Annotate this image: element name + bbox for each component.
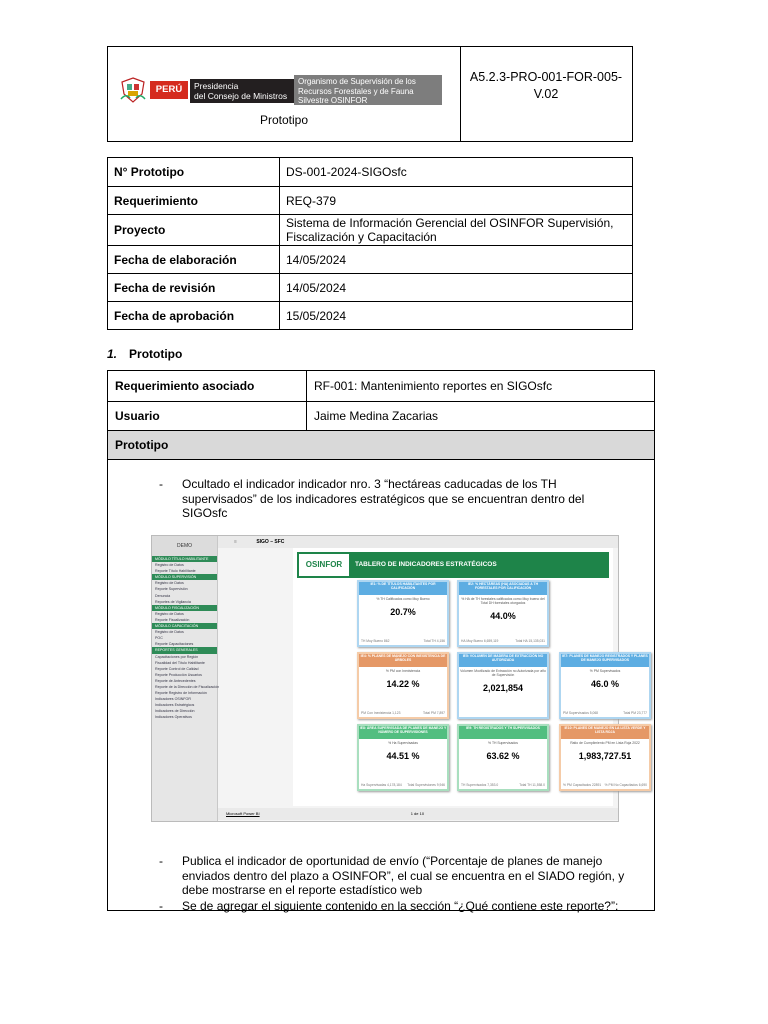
card-title: IE8: ÁREA SUPERVISADA DE PLANES DE MANEJO Y NÚMERO DE SUPERVISIONES (359, 726, 447, 739)
document-type-label: Prototipo (259, 113, 309, 127)
card-footer-right: Total Supervisiones 9,946 (407, 783, 445, 787)
card-subtitle: Ratio de Cumplimiento PM en Lista Roja 2022 (570, 741, 640, 745)
sidebar-menu-item[interactable]: POC (155, 636, 163, 641)
sidebar-menu-item[interactable]: Denuncia (155, 593, 171, 598)
info-value: 14/05/2024 (280, 274, 633, 302)
indicator-card[interactable] (357, 652, 449, 719)
sidebar-menu-item[interactable]: MÓDULO FISCALIZACIÓN (152, 605, 217, 611)
sidebar-menu-item[interactable]: Fiscalidad del Título Habilitante (155, 660, 205, 665)
sidebar-menu-item[interactable]: Registro de Datos (155, 630, 184, 635)
table-row (108, 371, 654, 402)
card-footer (461, 783, 545, 787)
table-row (108, 246, 633, 274)
card-title: IE5: VOLUMEN DE MADERA DE EXTRACCIÓN NO AUTORIZADA (459, 654, 547, 667)
app-topbar (218, 536, 618, 548)
card-footer-right: Total PM 23,777 (623, 711, 647, 715)
prototype-header: Prototipo (115, 438, 169, 452)
info-value: REQ-379 (280, 187, 633, 215)
sidebar-menu-item[interactable]: Reporte Control de Calidad (155, 666, 199, 671)
table-row (108, 158, 633, 187)
dashboard-area (293, 548, 648, 806)
sidebar-menu-item[interactable]: Reporte Registro de Información (155, 691, 207, 696)
card-footer-right: Total TH 4,156 (423, 639, 445, 643)
sidebar-menu-item[interactable]: Reporte de la Dirección de Fiscalización (155, 684, 220, 689)
card-footer-right: Total TH 11,558.0 (519, 783, 545, 787)
info-value: 15/05/2024 (280, 302, 633, 330)
card-title: IE10: PLANES DE MANEJO EN LA LISTA VERDE Y LISTA ROJA (561, 726, 649, 739)
info-key: N° Prototipo (108, 158, 280, 187)
section-heading (107, 347, 182, 361)
sidebar-menu-item[interactable]: Reporte Fiscalización (155, 617, 190, 622)
sidebar-menu-item[interactable]: Reporte de Antecedentes (155, 678, 196, 683)
card-subtitle: % TH Calificados como Muy Bueno (376, 597, 430, 601)
card-title: IE2: % HECTÁREAS (HA) ASOCIADAS A TH FORESTALES POR CALIFICACIÓN (459, 582, 547, 595)
card-footer-left: TH Supervisados 7,353.0 (461, 783, 499, 787)
document-code: A5.2.3-PRO-001-FOR-005-V.02 (469, 70, 623, 101)
card-footer-right: Total PM 7,897 (423, 711, 445, 715)
req-key: Requerimiento asociado (108, 371, 307, 401)
indicator-card[interactable] (559, 724, 651, 791)
sidebar-menu-item[interactable]: MÓDULO SUPERVISIÓN (152, 574, 217, 580)
dashboard-title: TABLERO DE INDICADORES ESTRATÉGICOS (355, 561, 497, 568)
sidebar-title: DEMO (152, 536, 217, 556)
organismo-label: Organismo de Supervisión de los Recursos Forestales y de Fauna Silvestre OSINFOR (294, 75, 442, 105)
card-value: 46.0 % (590, 679, 620, 689)
user-key: Usuario (108, 402, 307, 430)
table-row (108, 402, 654, 431)
sidebar-menu-item[interactable]: REPORTES GENERALES (152, 647, 217, 653)
card-value: 14.22 % (386, 679, 420, 689)
osinfor-logo: OSINFOR (299, 554, 349, 576)
card-footer (461, 639, 545, 643)
sidebar-menu-item[interactable]: Indicadores OSINFOR (155, 697, 191, 702)
card-subtitle: % HA de TH forestales calificados como Muy bueno del Total DH forestales otorgados (461, 597, 545, 605)
bullet-text: Ocultado el indicador indicador nro. 3 “hectáreas caducadas de los TH supervisados” de los indicadores estratégicos que se encuentran dentro del SIGOsfc (182, 477, 585, 520)
table-row (108, 274, 633, 302)
sidebar (152, 536, 218, 821)
card-value: 1,983,727.51 (578, 751, 632, 761)
info-value: Sistema de Información Gerencial del OSINFOR Supervisión, Fiscalización y Capacitación (280, 215, 633, 246)
sidebar-menu-item[interactable]: Reportes de Vigilancia (155, 599, 191, 604)
card-footer-left: HA Muy Bueno 6,659,119 (461, 639, 499, 643)
table-row (108, 187, 633, 215)
sidebar-menu-item[interactable]: Registro de Datos (155, 581, 184, 586)
card-footer (361, 711, 445, 715)
req-value: RF-001: Mantenimiento reportes en SIGOsfc (314, 379, 553, 393)
card-subtitle: % PM Supervisados (589, 669, 621, 673)
card-footer (563, 783, 647, 787)
sidebar-menu-item[interactable]: MÓDULO CAPACITACIÓN (152, 623, 217, 629)
indicator-card[interactable] (357, 580, 449, 647)
card-title: IE7: PLANES DE MANEJO REGISTRADOS Y PLANES DE MANEJO SUPERVISADOS (561, 654, 649, 667)
info-key: Fecha de elaboración (108, 246, 280, 274)
info-value: 14/05/2024 (280, 246, 633, 274)
indicator-card[interactable] (457, 652, 549, 719)
presidencia-label: Presidencia del Consejo de Ministros (190, 79, 294, 103)
info-value: DS-001-2024-SIGOsfc (280, 158, 633, 187)
powerbi-footer (218, 808, 618, 820)
info-key: Fecha de revisión (108, 274, 280, 302)
card-footer-left: Ha Supervisadas 4,178,184 (361, 783, 402, 787)
card-footer-left: TH Muy Bueno 862 (361, 639, 390, 643)
powerbi-link: Microsoft Power BI (226, 811, 260, 816)
bullet-text: Se de agregar el siguiente contenido en la sección “¿Qué contiene este reporte?”: (182, 899, 619, 913)
sidebar-menu-item[interactable]: Reporte Producción Usuarios (155, 672, 202, 677)
sidebar-menu-item[interactable]: Registro de Datos (155, 611, 184, 616)
indicator-card[interactable] (357, 724, 449, 791)
info-key: Proyecto (108, 215, 280, 246)
card-footer-right: % PM No Capacitados 6,690 (604, 783, 647, 787)
card-title: IE1: % DE TÍTULOS HABILITANTES POR CALIFICACIÓN (359, 582, 447, 595)
sidebar-menu-item[interactable]: Reporte Título Habilitante (155, 569, 196, 574)
card-value: 63.62 % (486, 751, 520, 761)
section-title: Prototipo (129, 347, 183, 361)
card-footer-left: PM Con Inexistencia 1,123 (361, 711, 401, 715)
pager: 1 de 10 (410, 811, 425, 816)
sidebar-menu-item[interactable]: Indicadores Estratégicos (155, 703, 195, 708)
indicator-card[interactable] (559, 652, 651, 719)
sidebar-menu-item[interactable]: Reporte Supervisión (155, 587, 188, 592)
header-logo-cell (108, 47, 461, 141)
card-subtitle: % PM con Inexistencia (385, 669, 421, 673)
card-footer (361, 783, 445, 787)
card-subtitle: Volumen Movilizado de Extracción no Autorizada por año de Supervisión (460, 669, 546, 677)
sidebar-menu-item[interactable]: Reporte Capacitaciones (155, 642, 194, 647)
sidebar-menu-item[interactable]: Registro de Datos (155, 563, 184, 568)
menu-icon: ≡ (234, 539, 237, 545)
dashboard-screenshot (151, 535, 648, 822)
document-header (107, 46, 633, 142)
card-value: 44.51 % (386, 751, 420, 761)
card-footer (361, 639, 445, 643)
card-footer-right: Total HA 15,135,031 (515, 639, 545, 643)
card-subtitle: % Ha Supervisadas (388, 741, 418, 745)
card-footer-left: PM Supervisados 5,068 (563, 711, 599, 715)
app-title: SIGO – SFC (256, 539, 285, 545)
info-key: Requerimiento (108, 187, 280, 215)
section-number: 1. (107, 347, 118, 361)
table-row (108, 302, 633, 330)
sidebar-menu-item[interactable]: Indicadores Operativos (155, 715, 192, 720)
card-value: 20.7% (390, 607, 416, 617)
requirement-table: Requerimiento asociado RF-001: Mantenimiento reportes en SIGOsfc Usuario Jaime Medina Zacarias Prototipo - Ocultado el indicador indicador nro. 3 “hectáreas caducadas de los TH supervisados” de los indicadores estratégicos que se encuentran dentro del SIGOsfc - Publica el indicador de oportunidad de envío (“Porcentaje de planes de manejo enviados dentro del plazo a OSINFOR”, el cual se encuentra en el SIADO región, y debe mostrarse en el reporte estadístico web - Se de agregar el siguiente contenido en la sección “¿Qué contiene este reporte?”: (107, 370, 655, 911)
sidebar-menu-item[interactable]: MÓDULO TÍTULO HABILITANTE (152, 556, 217, 562)
card-title: IE9: TH REGISTRADOS Y TH SUPERVISADOS (459, 726, 547, 739)
prototype-info-table (107, 157, 633, 330)
card-value: 2,021,854 (482, 683, 524, 693)
table-row (108, 215, 633, 246)
sidebar-menu-item[interactable]: Capacitaciones por Región (155, 654, 199, 659)
sidebar-menu (152, 556, 220, 721)
dashboard-header (297, 552, 609, 578)
card-footer-left: % PM Capacitados 22891 (563, 783, 602, 787)
card-footer (563, 711, 647, 715)
government-logo (120, 75, 450, 105)
card-subtitle: % TH Supervisados (488, 741, 518, 745)
card-title: IE4: % PLANES DE MANEJO CON INEXISTENCIA DE ÁRBOLES (359, 654, 447, 667)
indicator-card[interactable] (457, 724, 549, 791)
card-value: 44.0% (490, 611, 516, 621)
indicator-card[interactable] (457, 580, 549, 647)
info-key: Fecha de aprobación (108, 302, 280, 330)
prototype-header-row (108, 431, 654, 460)
peru-badge: PERÚ (150, 81, 188, 99)
sidebar-menu-item[interactable]: Indicadores de Dirección (155, 709, 195, 714)
coat-of-arms-icon (120, 77, 146, 103)
bullet-text: Publica el indicador de oportunidad de envío (“Porcentaje de planes de manejo enviados dentro del plazo a OSINFOR”, el cual se encuentra en el SIADO región, y debe mostrarse en el reporte estadístico web (182, 854, 625, 897)
user-value: Jaime Medina Zacarias (314, 409, 439, 423)
